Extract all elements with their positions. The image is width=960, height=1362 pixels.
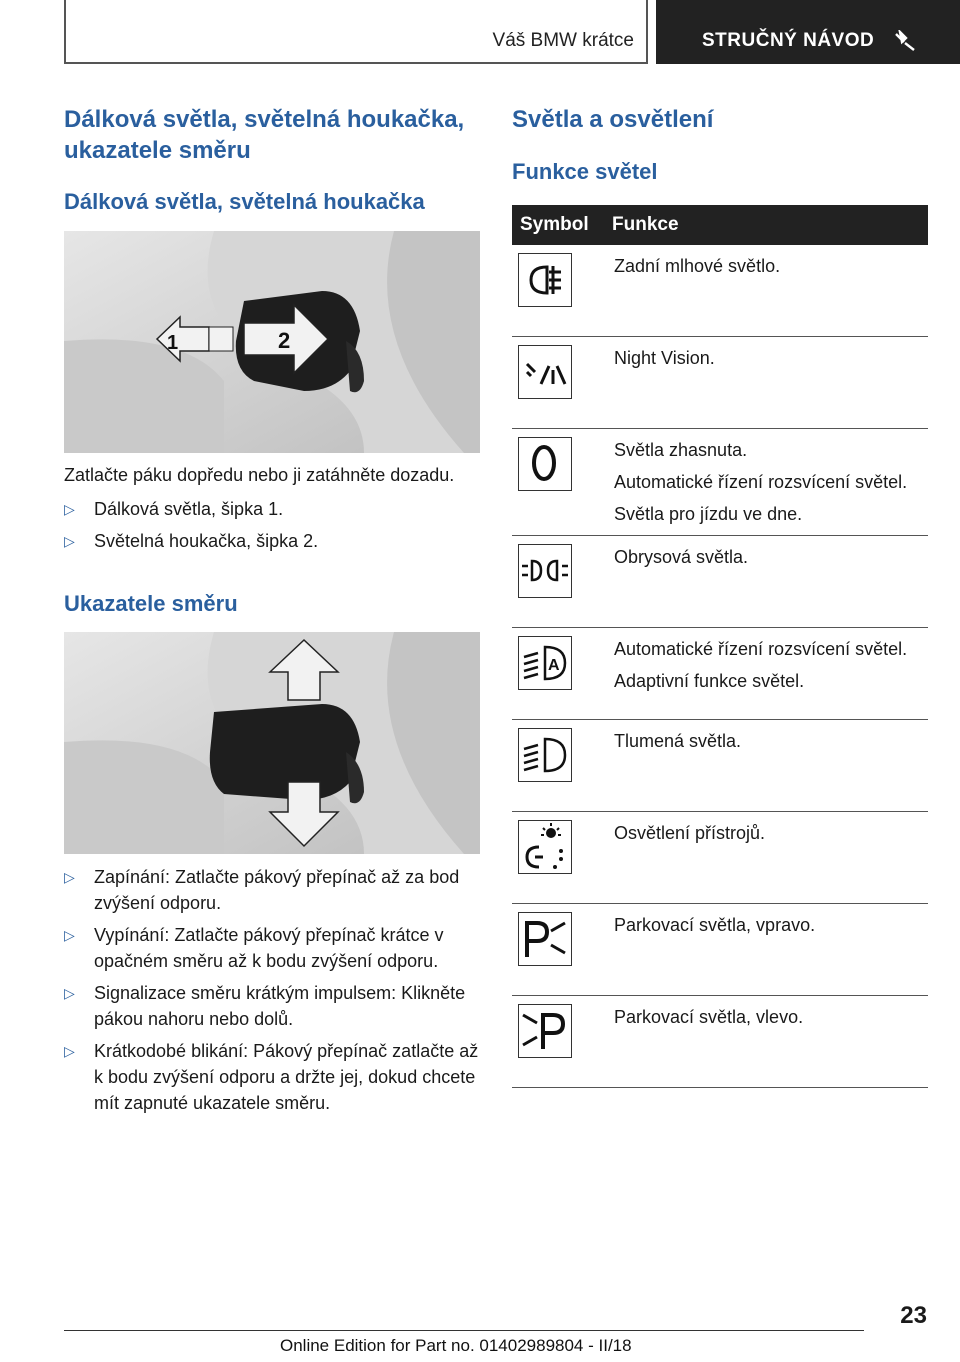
subsection-high-beam: Dálková světla, světelná houkačka: [64, 189, 425, 214]
section-title-right: Světla a osvětlení: [512, 106, 714, 133]
subsection-light-functions: Funkce světel: [512, 159, 658, 184]
table-row: Night Vision.: [512, 337, 928, 429]
quick-guide-icon: [894, 30, 916, 52]
section-title-left: Dálková světla, světelná houkačka, ukazatele směru: [64, 106, 465, 164]
header-box: [64, 0, 648, 64]
table-header-symbol: Symbol: [512, 205, 604, 245]
header-chapter-title: STRUČNÝ NÁVOD: [702, 30, 875, 51]
footer-edition: Online Edition for Part no. 01402989804 - II/18: [280, 1336, 632, 1355]
parking-light-right-icon: [518, 912, 572, 966]
parking-light-left-icon: [518, 1004, 572, 1058]
light-symbols-table: [512, 205, 928, 1088]
arrow-label-1: 1: [167, 332, 179, 354]
table-row: Parkovací světla, vlevo.: [512, 996, 928, 1088]
page-number: 23: [900, 1302, 927, 1329]
table-row: Obrysová světla.: [512, 536, 928, 628]
table-header-function: Funkce: [604, 205, 928, 245]
arrow-label-2: 2: [278, 328, 291, 353]
table-row: Parkovací světla, vpravo.: [512, 904, 928, 996]
table-row: Tlumená světla.: [512, 720, 928, 812]
svg-text:A: A: [548, 657, 560, 674]
header-section-title: Váš BMW krátce: [492, 30, 634, 51]
triangle-bullet-icon: ▷: [64, 1043, 75, 1059]
low-beam-icon: [518, 728, 572, 782]
rear-fog-light-icon: [518, 253, 572, 307]
figure-high-beam-lever: [64, 231, 480, 453]
table-row: A Automatické řízení rozsvícení světel. Adaptivní funkce světel.: [512, 628, 928, 720]
triangle-bullet-icon: ▷: [64, 985, 75, 1001]
triangle-bullet-icon: ▷: [64, 533, 75, 549]
automatic-headlight-icon: [518, 636, 572, 690]
table-row: Světla zhasnuta. Automatické řízení rozsvícení světel. Světla pro jízdu ve dne.: [512, 429, 928, 536]
footer-divider: [64, 1330, 864, 1331]
parking-lights-icon: [518, 544, 572, 598]
table-row: Osvětlení přístrojů.: [512, 812, 928, 904]
triangle-bullet-icon: ▷: [64, 927, 75, 943]
triangle-bullet-icon: ▷: [64, 869, 75, 885]
triangle-bullet-icon: ▷: [64, 501, 75, 517]
instrument-lighting-icon: [518, 820, 572, 874]
subsection-turn-signals: Ukazatele směru: [64, 591, 238, 616]
night-vision-icon: [518, 345, 572, 399]
intro-text: Zatlačte páku dopředu nebo ji zatáhněte dozadu.: [64, 465, 455, 485]
header-chapter-tab: [656, 0, 960, 64]
figure-turn-signal-lever: [64, 632, 480, 854]
table-row: Zadní mlhové světlo.: [512, 245, 928, 337]
lights-off-icon: [518, 437, 572, 491]
